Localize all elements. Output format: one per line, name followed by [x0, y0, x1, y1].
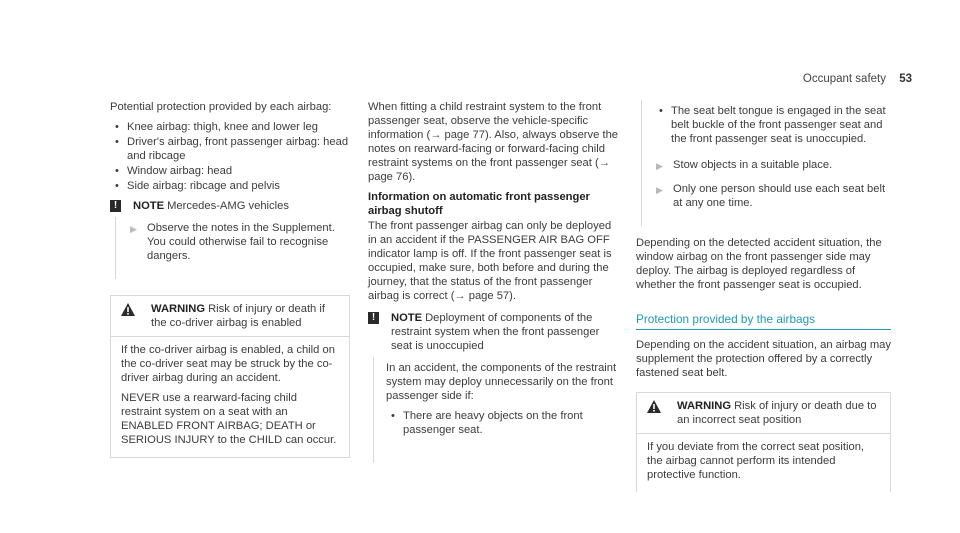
arrow-reference-icon: → — [430, 129, 445, 141]
page-header — [803, 73, 912, 85]
list-item: • Knee airbag: thigh, knee and lower leg — [115, 121, 318, 133]
bullet-icon: • — [115, 180, 119, 192]
instruction-step: ▶ Stow objects in a suitable place. — [656, 159, 833, 171]
running-title: Occupant safety — [802, 73, 886, 85]
list-item: • There are heavy objects on the front passenger seat. — [391, 410, 583, 436]
play-triangle-icon: ▶ — [130, 224, 137, 234]
note-body-continued — [641, 100, 891, 226]
list-item: • Window airbag: head — [115, 165, 233, 177]
note-label: NOTE — [391, 312, 423, 324]
instruction-step: ▶ Observe the notes in the Supplement. You could otherwise fail to recognise dangers. — [130, 222, 335, 262]
play-triangle-icon: ▶ — [656, 185, 663, 195]
warning-box — [110, 295, 350, 458]
bullet-icon: • — [115, 136, 119, 148]
exclamation-square-icon: ! — [110, 200, 121, 212]
warning-body: If the co-driver airbag is enabled, a child on the co-driver seat may be struck by the co-driver airbag during an accident. NEVER use a rearward-facing child restraint system on a seat with an ENABLED FRONT AIRBAG; DEATH or SERIOUS INJURY to the CHILD can occur. — [121, 344, 337, 446]
column-middle — [368, 100, 618, 463]
intro-text: Potential protection provided by each airbag: — [110, 101, 332, 113]
paragraph: The front passenger airbag can only be deployed in an accident if the PASSENGER AIR BAG OFF indicator lamp is off. If the front passenger seat is occupied, make sure, both before and during the journey, that the status of the front passenger airbag is correct (→ page 57). — [368, 220, 612, 302]
note-heading — [110, 199, 350, 213]
page-reference-link[interactable]: page 76 — [368, 171, 409, 183]
paragraph: Depending on the detected accident situation, the window airbag on the front passenger side may deploy. The airbag is deployed regardless of whether the front passenger seat is occupied. — [636, 237, 882, 291]
warning-label: WARNING — [151, 303, 206, 315]
exclamation-square-icon: ! — [368, 312, 379, 324]
note-title: Deployment of components of the restraint system when the front passenger seat is unoccupied — [391, 312, 600, 352]
bullet-icon: • — [391, 410, 395, 422]
list-item: • The seat belt tongue is engaged in the seat belt buckle of the front passenger seat and the front passenger seat is unoccupied. — [659, 105, 886, 145]
section-heading: Protection provided by the airbags — [636, 312, 891, 330]
list-item: • Driver's airbag, front passenger airbag: head and ribcage — [115, 136, 349, 162]
note-heading — [368, 311, 618, 353]
page-number: 53 — [899, 73, 912, 85]
bullet-icon: • — [115, 165, 119, 177]
bullet-icon: • — [659, 105, 663, 117]
warning-triangle-icon — [647, 400, 661, 413]
warning-box — [636, 392, 891, 492]
subheading: Information on automatic front passenger airbag shutoff — [368, 191, 590, 217]
note-body: In an accident, the components of the restraint system may deploy unnecessarily on the front passenger side if: • There are heavy objects on the front passenger seat. — [373, 357, 618, 463]
note-label: NOTE — [133, 200, 165, 212]
warning-title: Risk of injury or death if the co-driver airbag is enabled — [151, 303, 325, 329]
arrow-reference-icon: → — [454, 290, 469, 302]
page-reference-link[interactable]: page 57 — [468, 290, 510, 302]
page-reference-link[interactable]: page 77 — [444, 129, 485, 141]
column-right — [636, 100, 891, 492]
paragraph: Depending on the accident situation, an airbag may supplement the protection offered by a correctly fastened seat belt. — [636, 339, 891, 379]
warning-triangle-icon — [121, 303, 135, 316]
warning-body: If you deviate from the correct seat position, the airbag cannot perform its intended protective function. — [647, 441, 865, 481]
list-item: • Side airbag: ribcage and pelvis — [115, 180, 280, 192]
bullet-icon: • — [115, 121, 119, 133]
instruction-step: ▶ Only one person should use each seat belt at any one time. — [656, 183, 886, 209]
warning-title: Risk of injury or death due to an incorrect seat position — [677, 400, 877, 426]
airbag-protection-list — [110, 120, 350, 193]
warning-heading — [637, 393, 890, 434]
note-body — [115, 217, 350, 279]
column-left — [110, 100, 350, 458]
note-title: Mercedes-AMG vehicles — [167, 200, 289, 212]
warning-label: WARNING — [677, 400, 732, 412]
play-triangle-icon: ▶ — [656, 161, 663, 171]
arrow-reference-icon: → — [598, 157, 610, 169]
warning-heading — [111, 296, 349, 337]
paragraph: When fitting a child restraint system to the front passenger seat, observe the vehicle-specific information (→ page 77). Also, always observe the notes on rearward-facing or forward-facing child restraint systems on the front passenger seat (→ page 76). — [368, 101, 619, 183]
